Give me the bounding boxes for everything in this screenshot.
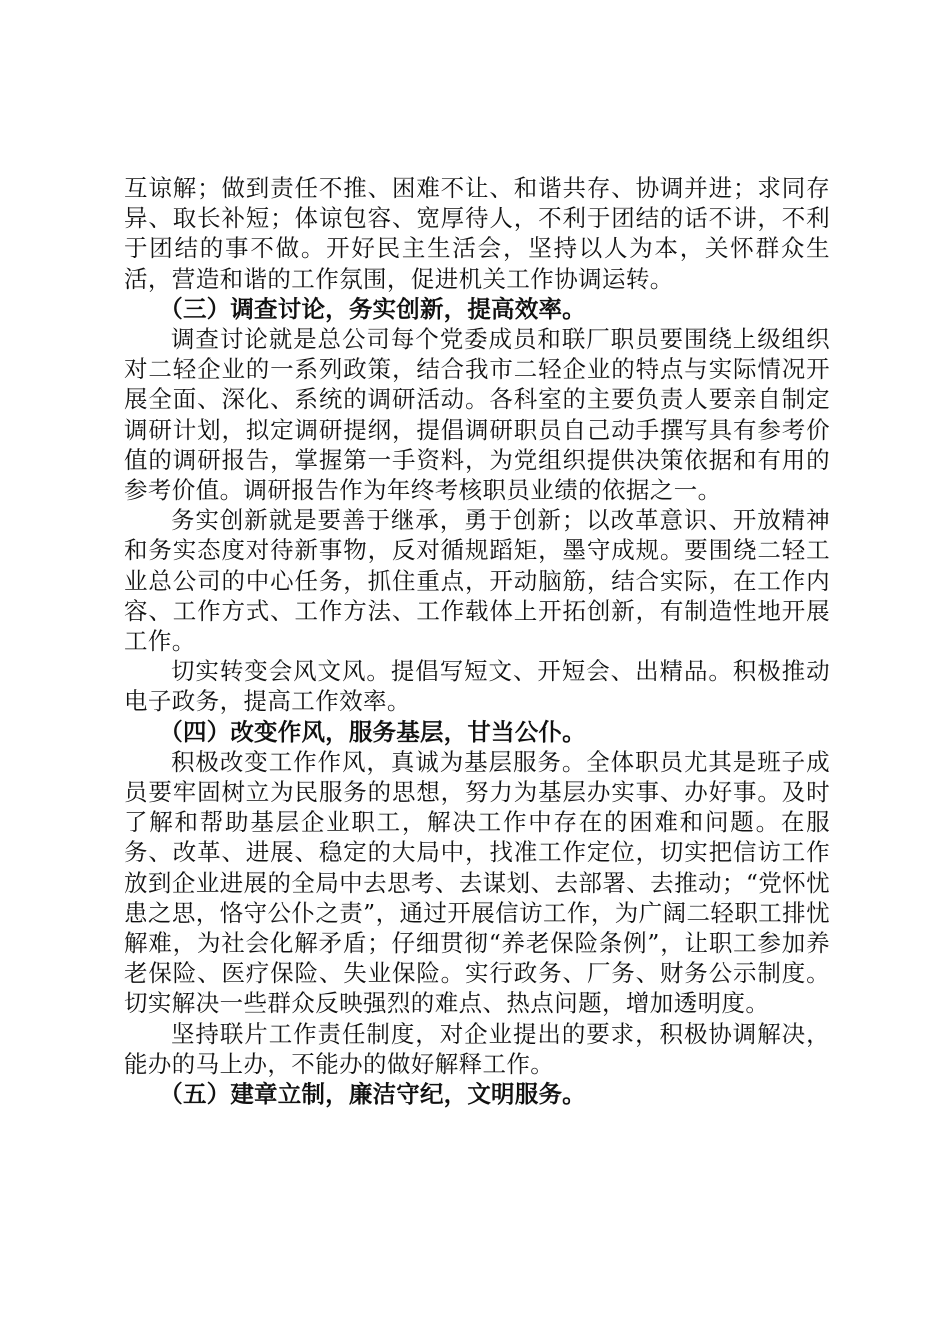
section-heading-5: （五）建章立制，廉洁守纪，文明服务。 bbox=[159, 1080, 586, 1109]
paragraph-3-1: 调查讨论就是总公司每个党委成员和联厂职员要围绕上级组织对二轻企业的一系列政策，结合我市二轻企业的特点与实际情况开展全面、深化、系统的调研活动。各科室的主要负责人要亲自制定调研计划，拟定调研提纲，提倡调研职员自己动手撰写具有参考价值的调研报告，掌握第一手资料，为党组织提供决策依据和有用的参考价值。调研报告作为年终考核职员业绩的依据之一。 bbox=[124, 325, 830, 505]
paragraph-3-2: 务实创新就是要善于继承，勇于创新；以改革意识、开放精神和务实态度对待新事物，反对循规蹈矩，墨守成规。要围绕二轻工业总公司的中心任务，抓住重点，开动脑筋，结合实际，在工作内容、工作方式、工作方法、工作载体上开拓创新，有制造性地开展工作。 bbox=[124, 506, 830, 656]
paragraph-3-3: 切实转变会风文风。提倡写短文、开短会、出精品。积极推动电子政务，提高工作效率。 bbox=[124, 657, 830, 716]
paragraph-4-1: 积极改变工作作风，真诚为基层服务。全体职员尤其是班子成员要牢固树立为民服务的思想，努力为基层办实事、办好事。及时了解和帮助基层企业职工，解决工作中存在的困难和问题。在服务、改革、进展、稳定的大局中，找准工作定位，切实把信访工作放到企业进展的全局中去思考、去谋划、去部署、去推动；“党怀忧患之思，恪守公仆之责”，通过开展信访工作，为广阔二轻职工排忧解难，为社会化解矛盾；仔细贯彻“养老保险条例”，让职工参加养老保险、医疗保险、失业保险。实行政务、厂务、财务公示制度。切实解决一些群众反映强烈的难点、热点问题，增加透明度。 bbox=[124, 747, 830, 1018]
section-heading-4: （四）改变作风，服务基层，甘当公仆。 bbox=[159, 717, 586, 746]
paragraph-intro-continuation: 互谅解；做到责任不推、困难不让、和谐共存、协调并进；求同存异、取长补短；体谅包容、宽厚待人，不利于团结的话不讲，不利于团结的事不做。开好民主生活会，坚持以人为本，关怀群众生活，营造和谐的工作氛围，促进机关工作协调运转。 bbox=[124, 174, 830, 293]
paragraph-4-2: 坚持联片工作责任制度，对企业提出的要求，积极协调解决，能办的马上办，不能办的做好解释工作。 bbox=[124, 1019, 830, 1078]
document-body bbox=[124, 173, 830, 1109]
section-heading-3: （三）调查讨论，务实创新，提高效率。 bbox=[159, 294, 586, 323]
